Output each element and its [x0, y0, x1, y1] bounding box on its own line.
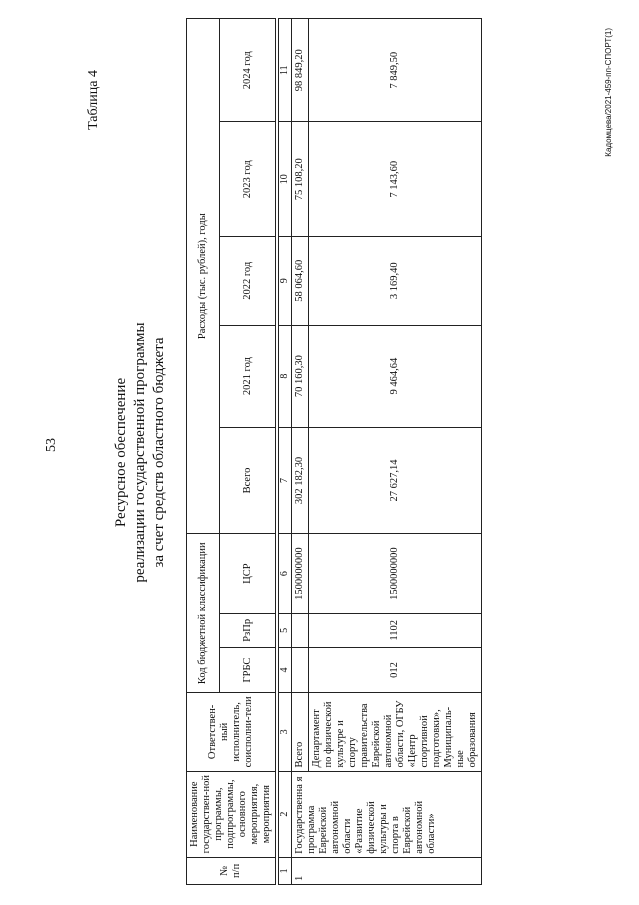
total-rzpr: [292, 613, 309, 647]
column-number: 8: [279, 325, 292, 427]
column-number: 4: [279, 647, 292, 692]
total-value: 70 160,30: [292, 325, 309, 427]
header-num: № п/п: [187, 857, 276, 884]
column-number: 11: [279, 19, 292, 122]
column-number: 1: [279, 857, 292, 884]
csr-value: 1500000000: [309, 534, 482, 613]
header-rzpr: РзПр: [220, 613, 276, 647]
expense-value: 7 849,50: [309, 19, 482, 122]
resource-table: [186, 18, 482, 885]
expense-value: 27 627,14: [309, 427, 482, 534]
grbs-value: 012: [309, 647, 482, 692]
header-2022: 2022 год: [220, 237, 276, 326]
column-number: 7: [279, 427, 292, 534]
header-budget-code: Код бюджетной классификации: [187, 534, 220, 693]
footer-code: Кадомцева/2021-459-пп-СПОРТ(1): [604, 28, 613, 157]
header-2023: 2023 год: [220, 122, 276, 237]
total-value: 302 182,30: [292, 427, 309, 534]
expense-value: 9 464,64: [309, 325, 482, 427]
column-number: 6: [279, 534, 292, 613]
column-number: 10: [279, 122, 292, 237]
title-line: Ресурсное обеспечение: [113, 377, 129, 528]
header-responsible: Ответствен-ный исполнитель, соисполни-тели: [187, 693, 276, 771]
column-number: 9: [279, 237, 292, 326]
total-grbs: [292, 647, 309, 692]
total-csr: 1500000000: [292, 534, 309, 613]
expense-value: 3 169,40: [309, 237, 482, 326]
page-number: 53: [44, 438, 59, 452]
header-csr: ЦСР: [220, 534, 276, 613]
header-2024: 2024 год: [220, 19, 276, 122]
title-line: реализации государственной программы: [132, 322, 148, 583]
header-total: Всего: [220, 427, 276, 534]
header-2021: 2021 год: [220, 325, 276, 427]
program-name: Государственна я программа Еврейской автономной области «Развитие физической культуры и спорта в Еврейской автономной области»: [292, 771, 482, 857]
column-number: 3: [279, 693, 292, 771]
title-line: за счет средств областного бюджета: [151, 337, 167, 568]
document-title: [112, 0, 169, 905]
total-label: Всего: [292, 693, 309, 771]
column-number: 2: [279, 771, 292, 857]
row-number: 1: [292, 857, 482, 884]
rzpr-value: 1102: [309, 613, 482, 647]
total-value: 98 849,20: [292, 19, 309, 122]
column-number: 5: [279, 613, 292, 647]
total-value: 75 108,20: [292, 122, 309, 237]
executor: Департамент по физической культуре и спорту правительства Еврейской автономной области, ОГБУ «Центр спортивной подготовки», Муниципаль-ные образования: [309, 693, 482, 771]
expense-value: 7 143,60: [309, 122, 482, 237]
header-expenses: Расходы (тыс. рублей), годы: [187, 19, 220, 534]
total-value: 58 064,60: [292, 237, 309, 326]
table-label: Таблица 4: [86, 70, 101, 130]
header-name: Наименование государствен-ной программы, подпрограммы, основного мероприятия, мероприятия: [187, 771, 276, 857]
header-grbs: ГРБС: [220, 647, 276, 692]
